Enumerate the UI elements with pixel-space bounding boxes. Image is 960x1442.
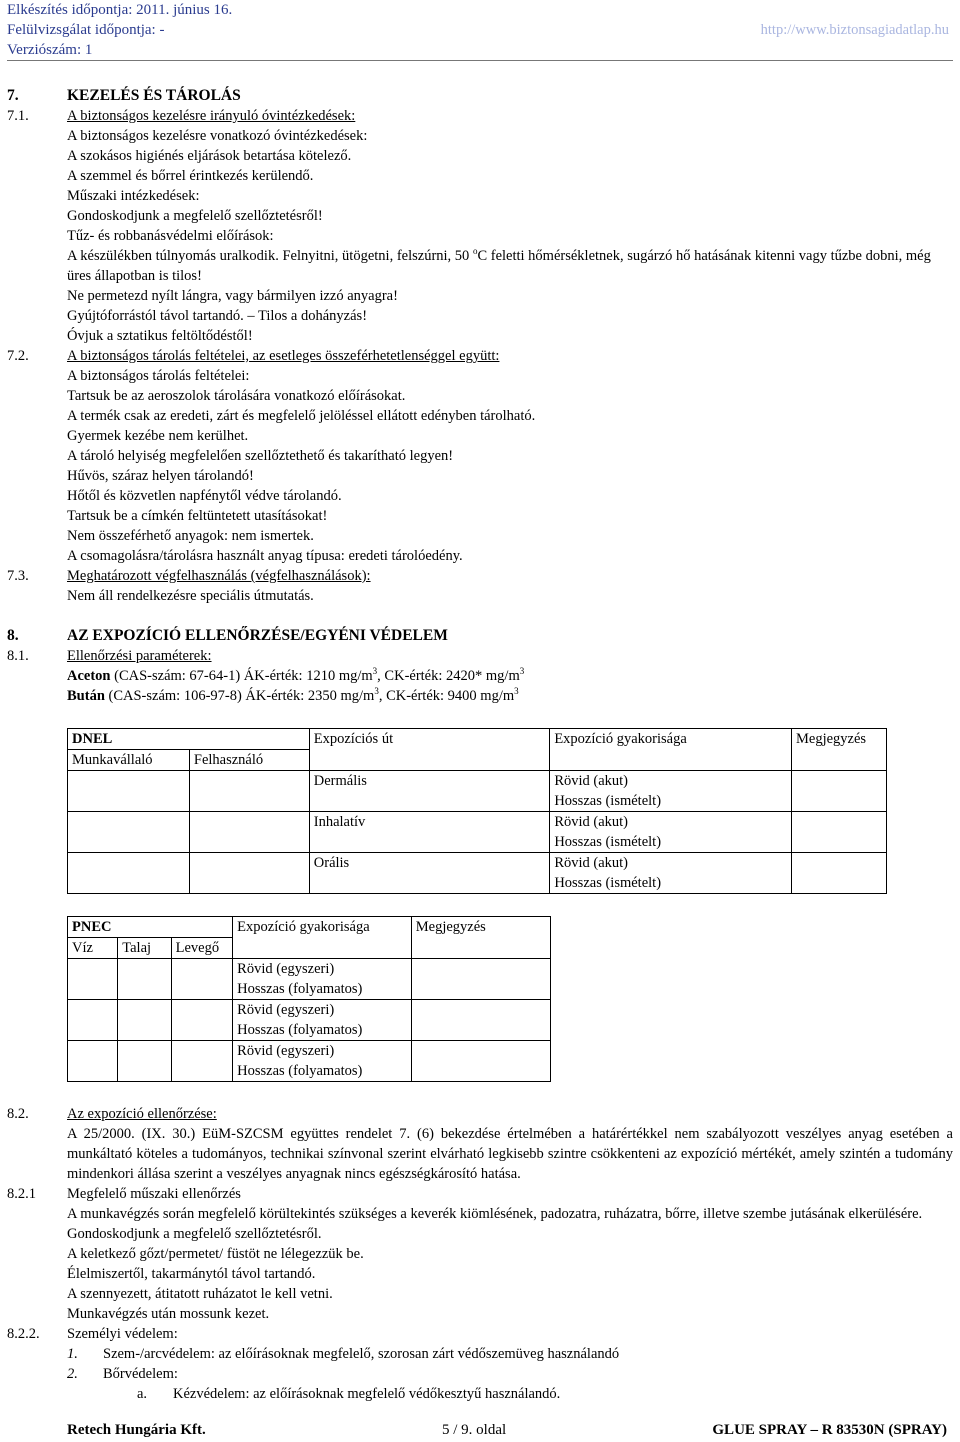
text-line: Nem összeférhető anyagok: nem ismertek. bbox=[67, 528, 314, 544]
section-8-2-1-heading: 8.2.1 Megfelelő műszaki ellenőrzés bbox=[7, 1186, 241, 1202]
pnec-header-note: Megjegyzés bbox=[411, 917, 550, 959]
dnel-table bbox=[67, 728, 887, 894]
text-line: A szennyezett, átitatott ruházatot le kell vetni. bbox=[67, 1286, 333, 1302]
document-body bbox=[7, 86, 953, 1404]
text-line: Tartsuk be az aeroszolok tárolására vonatkozó előírásokat. bbox=[67, 388, 406, 404]
text-line: Nem áll rendelkezésre speciális útmutatás. bbox=[67, 588, 314, 604]
pnec-table bbox=[67, 916, 551, 1082]
list-item: 1. Szem-/arcvédelem: az előírásoknak megfelelő, szorosan zárt védőszemüveg használandó bbox=[67, 1346, 620, 1362]
text-line: Gyermek kezébe nem kerülhet. bbox=[67, 428, 249, 444]
pnec-header: PNEC bbox=[68, 917, 233, 938]
footer-product: GLUE SPRAY – R 83530N (SPRAY) bbox=[712, 1422, 947, 1438]
dnel-header: DNEL bbox=[68, 729, 310, 750]
dnel-sub-user: Felhasználó bbox=[189, 750, 309, 771]
text-line: Hőtől és közvetlen napfénytől védve tárolandó. bbox=[67, 488, 342, 504]
text-line: Ne permetezd nyílt lángra, vagy bármilyen izzó anyagra! bbox=[67, 288, 398, 304]
text-line: A tároló helyiség megfelelően szellőztethető és takarítható legyen! bbox=[67, 448, 454, 464]
text-line: A biztonságos kezelésre vonatkozó óvintézkedések: bbox=[67, 128, 368, 144]
table-row: Rövid (egyszeri) Hosszas (folyamatos) bbox=[68, 1041, 551, 1082]
dnel-header-route: Expozíciós út bbox=[309, 729, 550, 771]
pnec-header-frequency: Expozíció gyakorisága bbox=[233, 917, 412, 959]
text-line: A biztonságos tárolás feltételei: bbox=[67, 368, 250, 384]
text-line: Gondoskodjunk a megfelelő szellőztetésről! bbox=[67, 208, 323, 224]
table-row: Inhalatív Rövid (akut) Hosszas (ismételt) bbox=[68, 812, 887, 853]
prep-date: Elkészítés időpontja: 2011. június 16. bbox=[7, 2, 233, 18]
section-7-1-heading: 7.1. A biztonságos kezelésre irányuló óvintézkedések: bbox=[7, 108, 356, 124]
pnec-sub-water: Víz bbox=[68, 938, 118, 959]
version: Verziószám: 1 bbox=[7, 42, 93, 58]
text-line: A szemmel és bőrrel érintkezés kerülendő. bbox=[67, 168, 314, 184]
pnec-sub-air: Levegő bbox=[171, 938, 233, 959]
section-8-2-2-heading: 8.2.2. Személyi védelem: bbox=[7, 1326, 178, 1342]
section-7-3-heading: 7.3. Meghatározott végfelhasználás (végfelhasználások): bbox=[7, 568, 371, 584]
table-row: Rövid (egyszeri) Hosszas (folyamatos) bbox=[68, 1000, 551, 1041]
text-line: Munkavégzés után mossunk kezet. bbox=[67, 1306, 270, 1322]
text-line: Tartsuk be a címkén feltüntetett utasításokat! bbox=[67, 508, 328, 524]
text-line: Élelmiszertől, takarmánytól távol tartandó. bbox=[67, 1266, 316, 1282]
text-paragraph: A munkavégzés során megfelelő körültekintés szükséges a keverék kiömlésének, padozatra, ruházatra, bőrre, illetve szembe jutásának elkerülésére. bbox=[67, 1206, 923, 1222]
text-line: Tűz- és robbanásvédelmi előírások: bbox=[67, 228, 274, 244]
pnec-sub-soil: Talaj bbox=[118, 938, 171, 959]
text-line: Hűvös, száraz helyen tárolandó! bbox=[67, 468, 254, 484]
section-8-heading: 8. AZ EXPOZÍCIÓ ELLENŐRZÉSE/EGYÉNI VÉDELEM bbox=[7, 627, 448, 644]
section-7-1-body bbox=[67, 126, 953, 346]
table-row: Rövid (egyszeri) Hosszas (folyamatos) bbox=[68, 959, 551, 1000]
review-date: Felülvizsgálat időpontja: - bbox=[7, 22, 165, 38]
text-paragraph: A készülékben túlnyomás uralkodik. Felnyitni, ütögetni, felszúrni, 50 $^o$C feletti hőmérsékletnek, sugárzó hő hatásának kitenni vagy tűzbe dobni, még üres állapotban is tilos! bbox=[67, 246, 931, 284]
section-7-2-body bbox=[67, 366, 953, 566]
text-line: A szokásos higiénés eljárások betartása kötelező. bbox=[67, 148, 352, 164]
text-line: Gyújtóforrástól távol tartandó. – Tilos a dohányzás! bbox=[67, 308, 368, 324]
text-line: Gondoskodjunk a megfelelő szellőztetésről. bbox=[67, 1226, 322, 1242]
list-item: 2. Bőrvédelem: bbox=[67, 1366, 178, 1382]
butan-limits: Bután (CAS-szám: 106-97-8) ÁK-érték: 2350 $mg/m^3$, CK-érték: 9400 $mg/m^3$ bbox=[67, 686, 519, 704]
header-url[interactable]: http://www.biztonsagiadatlap.hu bbox=[760, 22, 949, 38]
section-7-2-heading: 7.2. A biztonságos tárolás feltételei, az esetleges összeférhetetlenséggel együtt: bbox=[7, 348, 500, 364]
text-line: A csomagolásra/tárolásra használt anyag típusa: eredeti tárolóedény. bbox=[67, 548, 463, 564]
text-line: A keletkező gőzt/permetet/ füstöt ne lélegezzük be. bbox=[67, 1246, 364, 1262]
list-item: a. Kézvédelem: az előírásoknak megfelelő védőkesztyű használandó. bbox=[137, 1386, 561, 1402]
section-7-heading: 7. KEZELÉS ÉS TÁROLÁS bbox=[7, 87, 241, 104]
dnel-header-note: Megjegyzés bbox=[792, 729, 887, 771]
section-8-1-heading: 8.1. Ellenőrzési paraméterek: bbox=[7, 648, 212, 664]
table-row: Dermális Rövid (akut) Hosszas (ismételt) bbox=[68, 771, 887, 812]
section-8-2-heading: 8.2. Az expozíció ellenőrzése: bbox=[7, 1106, 217, 1122]
footer-page: 5 / 9. oldal bbox=[442, 1422, 507, 1438]
section-8-2-1-body bbox=[67, 1204, 953, 1324]
page-header bbox=[7, 0, 953, 61]
text-paragraph: A 25/2000. (IX. 30.) EüM-SZCSM együttes rendelet 7. (6) bekezdése értelmében a határértékkel nem szabályozott veszélyes anyag esetében a munkáltató köteles a tudományos, technikai színvonal szerint elvárható legkisebb szintre csökkenteni az expozíció mértékét, amely szintén a tudomány mindenkori állása szerint a veszélyes anyagnak nincs egészségkárosító hatása. bbox=[67, 1126, 953, 1182]
page-footer bbox=[67, 1420, 947, 1440]
dnel-header-frequency: Expozíció gyakorisága bbox=[550, 729, 792, 771]
text-line: A termék csak az eredeti, zárt és megfelelő jelöléssel ellátott edényben tárolható. bbox=[67, 408, 536, 424]
text-line: Óvjuk a sztatikus feltöltődéstől! bbox=[67, 328, 253, 344]
aceton-limits: Aceton (CAS-szám: 67-64-1) ÁK-érték: 1210 $mg/m^3$, CK-érték: 2420* $mg/m^3$ bbox=[67, 666, 525, 684]
footer-company: Retech Hungária Kft. bbox=[67, 1422, 206, 1438]
table-row: Orális Rövid (akut) Hosszas (ismételt) bbox=[68, 853, 887, 894]
dnel-sub-worker: Munkavállaló bbox=[68, 750, 190, 771]
text-line: Műszaki intézkedések: bbox=[67, 188, 200, 204]
